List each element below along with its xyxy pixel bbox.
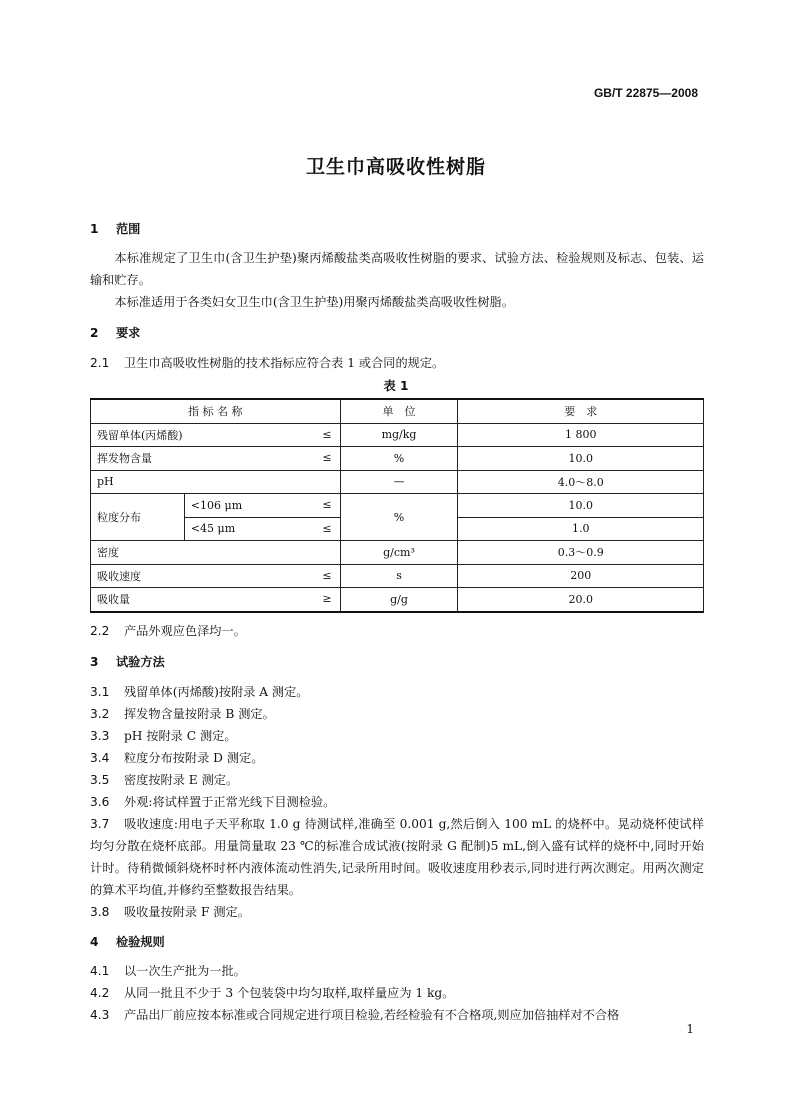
clause-text: 密度按附录 E 测定。 xyxy=(124,773,239,787)
paragraph: 本标准适用于各类妇女卫生巾(含卫生护垫)用聚丙烯酸盐类高吸收性树脂。 xyxy=(114,295,514,309)
row-name: 吸收量 xyxy=(97,593,130,607)
clause-number: 3.7 xyxy=(90,817,110,831)
section-number: 1 xyxy=(90,222,99,236)
clause-number: 3.3 xyxy=(90,729,110,743)
clause-text: 残留单体(丙烯酸)按附录 A 测定。 xyxy=(124,685,309,699)
row-subname: <45 μm xyxy=(190,522,236,536)
comparison-operator: ≤ xyxy=(322,568,332,582)
header-requirement: 要 求 xyxy=(458,399,704,423)
clause-number: 3.2 xyxy=(90,707,110,721)
row-name: 吸收速度 xyxy=(97,569,141,583)
cell-requirement: 1.0 xyxy=(458,517,704,541)
cell-requirement: 200 xyxy=(458,564,704,588)
comparison-operator: ≤ xyxy=(322,521,332,535)
clause-number: 3.6 xyxy=(90,795,110,809)
clause-3-6 xyxy=(90,791,704,813)
section-2-heading xyxy=(90,324,140,341)
section-4-heading xyxy=(90,933,165,950)
spec-table xyxy=(90,398,704,613)
clause-text: 产品外观应色泽均一。 xyxy=(124,624,246,638)
standard-number: GB/T 22875—2008 xyxy=(593,86,698,100)
cell-unit: s xyxy=(340,564,458,588)
table-row xyxy=(91,494,704,518)
cell-unit: % xyxy=(340,447,458,471)
row-name: 残留单体(丙烯酸) xyxy=(97,428,183,442)
cell-unit: g/cm³ xyxy=(340,541,458,565)
clause-2-1 xyxy=(90,352,704,374)
comparison-operator: ≥ xyxy=(322,592,332,605)
clause-4-3 xyxy=(90,1004,706,1026)
paragraph: 本标准规定了卫生巾(含卫生护垫)聚丙烯酸盐类高吸收性树脂的要求、试验方法、检验规则及标志、包装、运输和贮存。 xyxy=(90,251,704,287)
section-number: 4 xyxy=(90,935,99,949)
cell-unit: % xyxy=(340,494,458,541)
clause-number: 3.1 xyxy=(90,685,110,699)
section-3-heading xyxy=(90,653,165,670)
clause-number: 3.5 xyxy=(90,773,110,787)
table-row xyxy=(91,447,704,471)
row-subname: <106 μm xyxy=(190,498,243,512)
table-row xyxy=(91,470,704,494)
table-header-row xyxy=(91,399,704,423)
clause-4-2 xyxy=(90,982,704,1004)
cell-name xyxy=(91,588,341,612)
cell-requirement: 0.3～0.9 xyxy=(458,541,704,565)
cell-unit: — xyxy=(340,470,458,494)
header-unit: 单 位 xyxy=(340,399,458,423)
cell-requirement: 10.0 xyxy=(458,494,704,518)
cell-name: 密度 xyxy=(91,541,341,565)
table-row xyxy=(91,588,704,612)
table-row xyxy=(91,564,704,588)
clause-text: 从同一批且不少于 3 个包装袋中均匀取样,取样量应为 1 kg。 xyxy=(124,986,455,1000)
clause-text: 产品出厂前应按本标准或合同规定进行项目检验,若经检验有不合格项,则应加倍抽样对不合格 xyxy=(124,1008,620,1022)
page-number: 1 xyxy=(686,1022,694,1036)
cell-requirement: 10.0 xyxy=(458,447,704,471)
clause-3-2 xyxy=(90,703,704,725)
cell-name xyxy=(91,447,341,471)
section-1-body xyxy=(90,247,704,313)
clause-3-4 xyxy=(90,747,704,769)
section-title: 要求 xyxy=(116,326,141,340)
clause-3-8 xyxy=(90,901,704,923)
clause-text: 粒度分布按附录 D 测定。 xyxy=(124,751,264,765)
clause-number: 2.2 xyxy=(90,624,110,638)
clause-text: 吸收速度:用电子天平称取 1.0 g 待测试样,准确至 0.001 g,然后倒入 100 mL 的烧杯中。晃动烧杯使试样均匀分散在烧杯底部。用量筒量取 23 ℃的标准合成试液(按附录 G 配制)5 mL,倒入盛有试样的烧杯中,同时开始计时。待稍微倾斜烧杯时杯内液体流动性消失,记录所用时间。吸收速度用秒表示,同时进行两次测定。用两次测定的算术平均值,并修约至整数报告结果。 xyxy=(90,817,704,897)
comparison-operator: ≤ xyxy=(322,498,332,511)
cell-unit: mg/kg xyxy=(340,423,458,447)
clause-number: 3.8 xyxy=(90,905,110,919)
cell-requirement: 4.0～8.0 xyxy=(458,470,704,494)
cell-name: 粒度分布 xyxy=(91,494,185,541)
cell-requirement: 20.0 xyxy=(458,588,704,612)
clause-text: 外观:将试样置于正常光线下目测检验。 xyxy=(124,795,336,809)
clause-text: 卫生巾高吸收性树脂的技术指标应符合表 1 或合同的规定。 xyxy=(124,356,445,370)
clause-text: 挥发物含量按附录 B 测定。 xyxy=(124,707,275,721)
clause-3-3 xyxy=(90,725,704,747)
cell-subname xyxy=(184,494,340,518)
header-name: 指 标 名 称 xyxy=(91,399,341,423)
section-1-heading xyxy=(90,220,140,237)
clause-4-1 xyxy=(90,960,704,982)
row-name: 挥发物含量 xyxy=(97,452,152,466)
comparison-operator: ≤ xyxy=(322,451,332,464)
clause-2-2 xyxy=(90,620,704,642)
clause-3-1 xyxy=(90,681,704,703)
table-row xyxy=(91,541,704,565)
section-number: 3 xyxy=(90,655,99,669)
cell-requirement: 1 800 xyxy=(458,423,704,447)
cell-name: pH xyxy=(91,470,341,494)
clause-number: 3.4 xyxy=(90,751,110,765)
clause-text: 吸收量按附录 F 测定。 xyxy=(124,905,250,919)
table-row xyxy=(91,423,704,447)
table-caption: 表 1 xyxy=(383,379,409,393)
section-title: 检验规则 xyxy=(116,935,165,949)
cell-subname xyxy=(184,517,340,541)
section-title: 试验方法 xyxy=(116,655,165,669)
section-number: 2 xyxy=(90,326,99,340)
clause-number: 4.1 xyxy=(90,964,110,978)
clause-number: 4.3 xyxy=(90,1008,110,1022)
clause-3-7 xyxy=(90,813,704,901)
clause-3-5 xyxy=(90,769,704,791)
cell-name xyxy=(91,564,341,588)
cell-unit: g/g xyxy=(340,588,458,612)
clause-number: 4.2 xyxy=(90,986,110,1000)
clause-text: pH 按附录 C 测定。 xyxy=(124,729,237,743)
comparison-operator: ≤ xyxy=(322,427,332,441)
cell-name xyxy=(91,423,341,447)
section-title: 范围 xyxy=(116,222,141,236)
clause-text: 以一次生产批为一批。 xyxy=(124,964,246,978)
document-title: 卫生巾高吸收性树脂 xyxy=(305,156,486,178)
clause-number: 2.1 xyxy=(90,356,110,370)
